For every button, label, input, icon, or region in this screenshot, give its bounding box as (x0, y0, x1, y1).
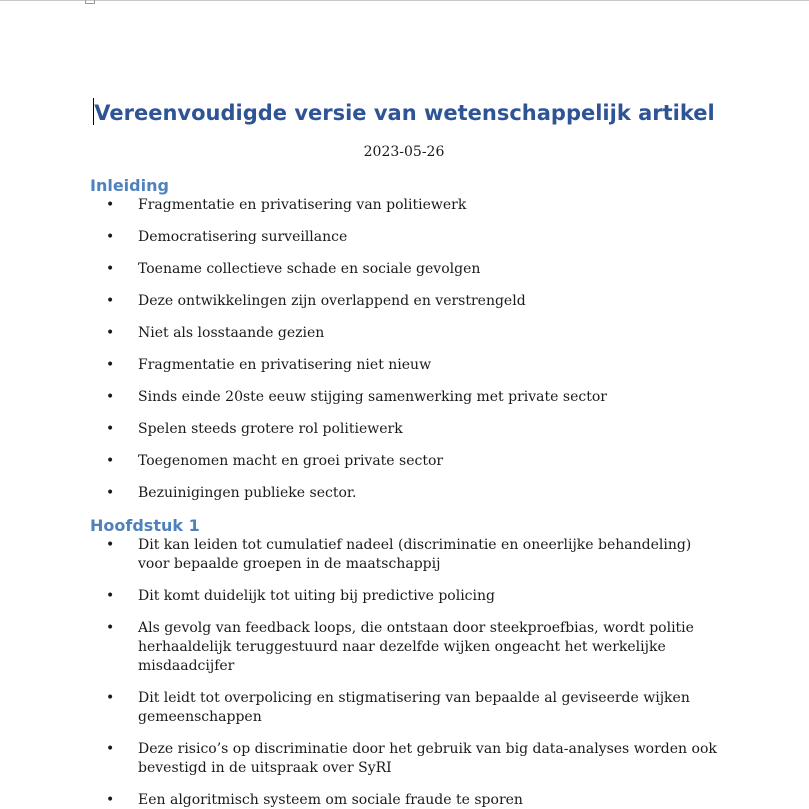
list-item (90, 292, 718, 311)
section-heading-hoofdstuk-1: Hoofdstuk 1 (90, 516, 200, 535)
list-item-text: Dit leidt tot overpolicing en stigmatisering van bepaalde al geviseerde wijken gemeenschappen (138, 690, 690, 725)
list-item-text: Sinds einde 20ste eeuw stijging samenwerking met private sector (138, 389, 607, 405)
list-item (90, 324, 718, 343)
bullet-icon: • (106, 389, 115, 405)
bullet-icon: • (106, 261, 115, 277)
document-date: 2023-05-26 (363, 144, 445, 160)
list-item (90, 791, 718, 809)
list-item-text: Dit komt duidelijk tot uiting bij predictive policing (138, 588, 495, 604)
bullet-icon: • (106, 197, 115, 213)
list-item-text: Democratisering surveillance (138, 229, 348, 245)
bullet-icon: • (106, 537, 115, 553)
list-item (90, 689, 718, 727)
list-item (90, 388, 718, 407)
bullet-icon: • (106, 421, 115, 437)
list-item (90, 196, 718, 215)
list-item-text: Dit kan leiden tot cumulatief nadeel (discriminatie en oneerlijke behandeling) voor bepaalde groepen in de maatschappij (138, 537, 692, 572)
list-item-text: Niet als losstaande gezien (138, 325, 325, 341)
list-item-text: Bezuinigingen publieke sector. (138, 485, 357, 501)
document-title[interactable] (90, 98, 718, 128)
list-item-text: Fragmentatie en privatisering van politiewerk (138, 197, 467, 213)
bullet-icon: • (106, 229, 115, 245)
bullet-list-inleiding (90, 196, 718, 503)
list-item (90, 587, 718, 606)
bullet-icon: • (106, 453, 115, 469)
section-heading-inleiding: Inleiding (90, 176, 169, 195)
ruler-edge (0, 0, 809, 1)
list-item-text: Toegenomen macht en groei private sector (138, 453, 444, 469)
list-item-text: Deze risico’s op discriminatie door het gebruik van big data-analyses worden ook bevestigd in de uitspraak over SyRI (138, 741, 717, 776)
list-item (90, 260, 718, 279)
list-item-text: Fragmentatie en privatisering niet nieuw (138, 357, 432, 373)
list-item (90, 484, 718, 503)
list-item (90, 356, 718, 375)
bullet-icon: • (106, 620, 115, 636)
list-item (90, 740, 718, 778)
bullet-icon: • (106, 325, 115, 341)
document-body[interactable] (90, 98, 718, 809)
list-item (90, 536, 718, 574)
list-item (90, 420, 718, 439)
list-item-text: Deze ontwikkelingen zijn overlappend en verstrengeld (138, 293, 526, 309)
list-item (90, 452, 718, 471)
list-item-text: Spelen steeds grotere rol politiewerk (138, 421, 403, 437)
bullet-icon: • (106, 357, 115, 373)
bullet-icon: • (106, 588, 115, 604)
bullet-list-hoofdstuk-1 (90, 536, 718, 809)
list-item-text: Toename collectieve schade en sociale gevolgen (138, 261, 481, 277)
page-corner-mark (85, 0, 95, 4)
bullet-icon: • (106, 741, 115, 757)
bullet-icon: • (106, 293, 115, 309)
bullet-icon: • (106, 485, 115, 501)
list-item (90, 619, 718, 676)
list-item (90, 228, 718, 247)
document-title-text: Vereenvoudigde versie van wetenschappelijk artikel (94, 101, 715, 125)
bullet-icon: • (106, 690, 115, 706)
bullet-icon: • (106, 792, 115, 808)
list-item-text: Een algoritmisch systeem om sociale fraude te sporen (138, 792, 523, 808)
list-item-text: Als gevolg van feedback loops, die ontstaan door steekproefbias, wordt politie herhaaldelijk teruggestuurd naar dezelfde wijken ongeacht het werkelijke misdaadcijfer (138, 620, 694, 674)
